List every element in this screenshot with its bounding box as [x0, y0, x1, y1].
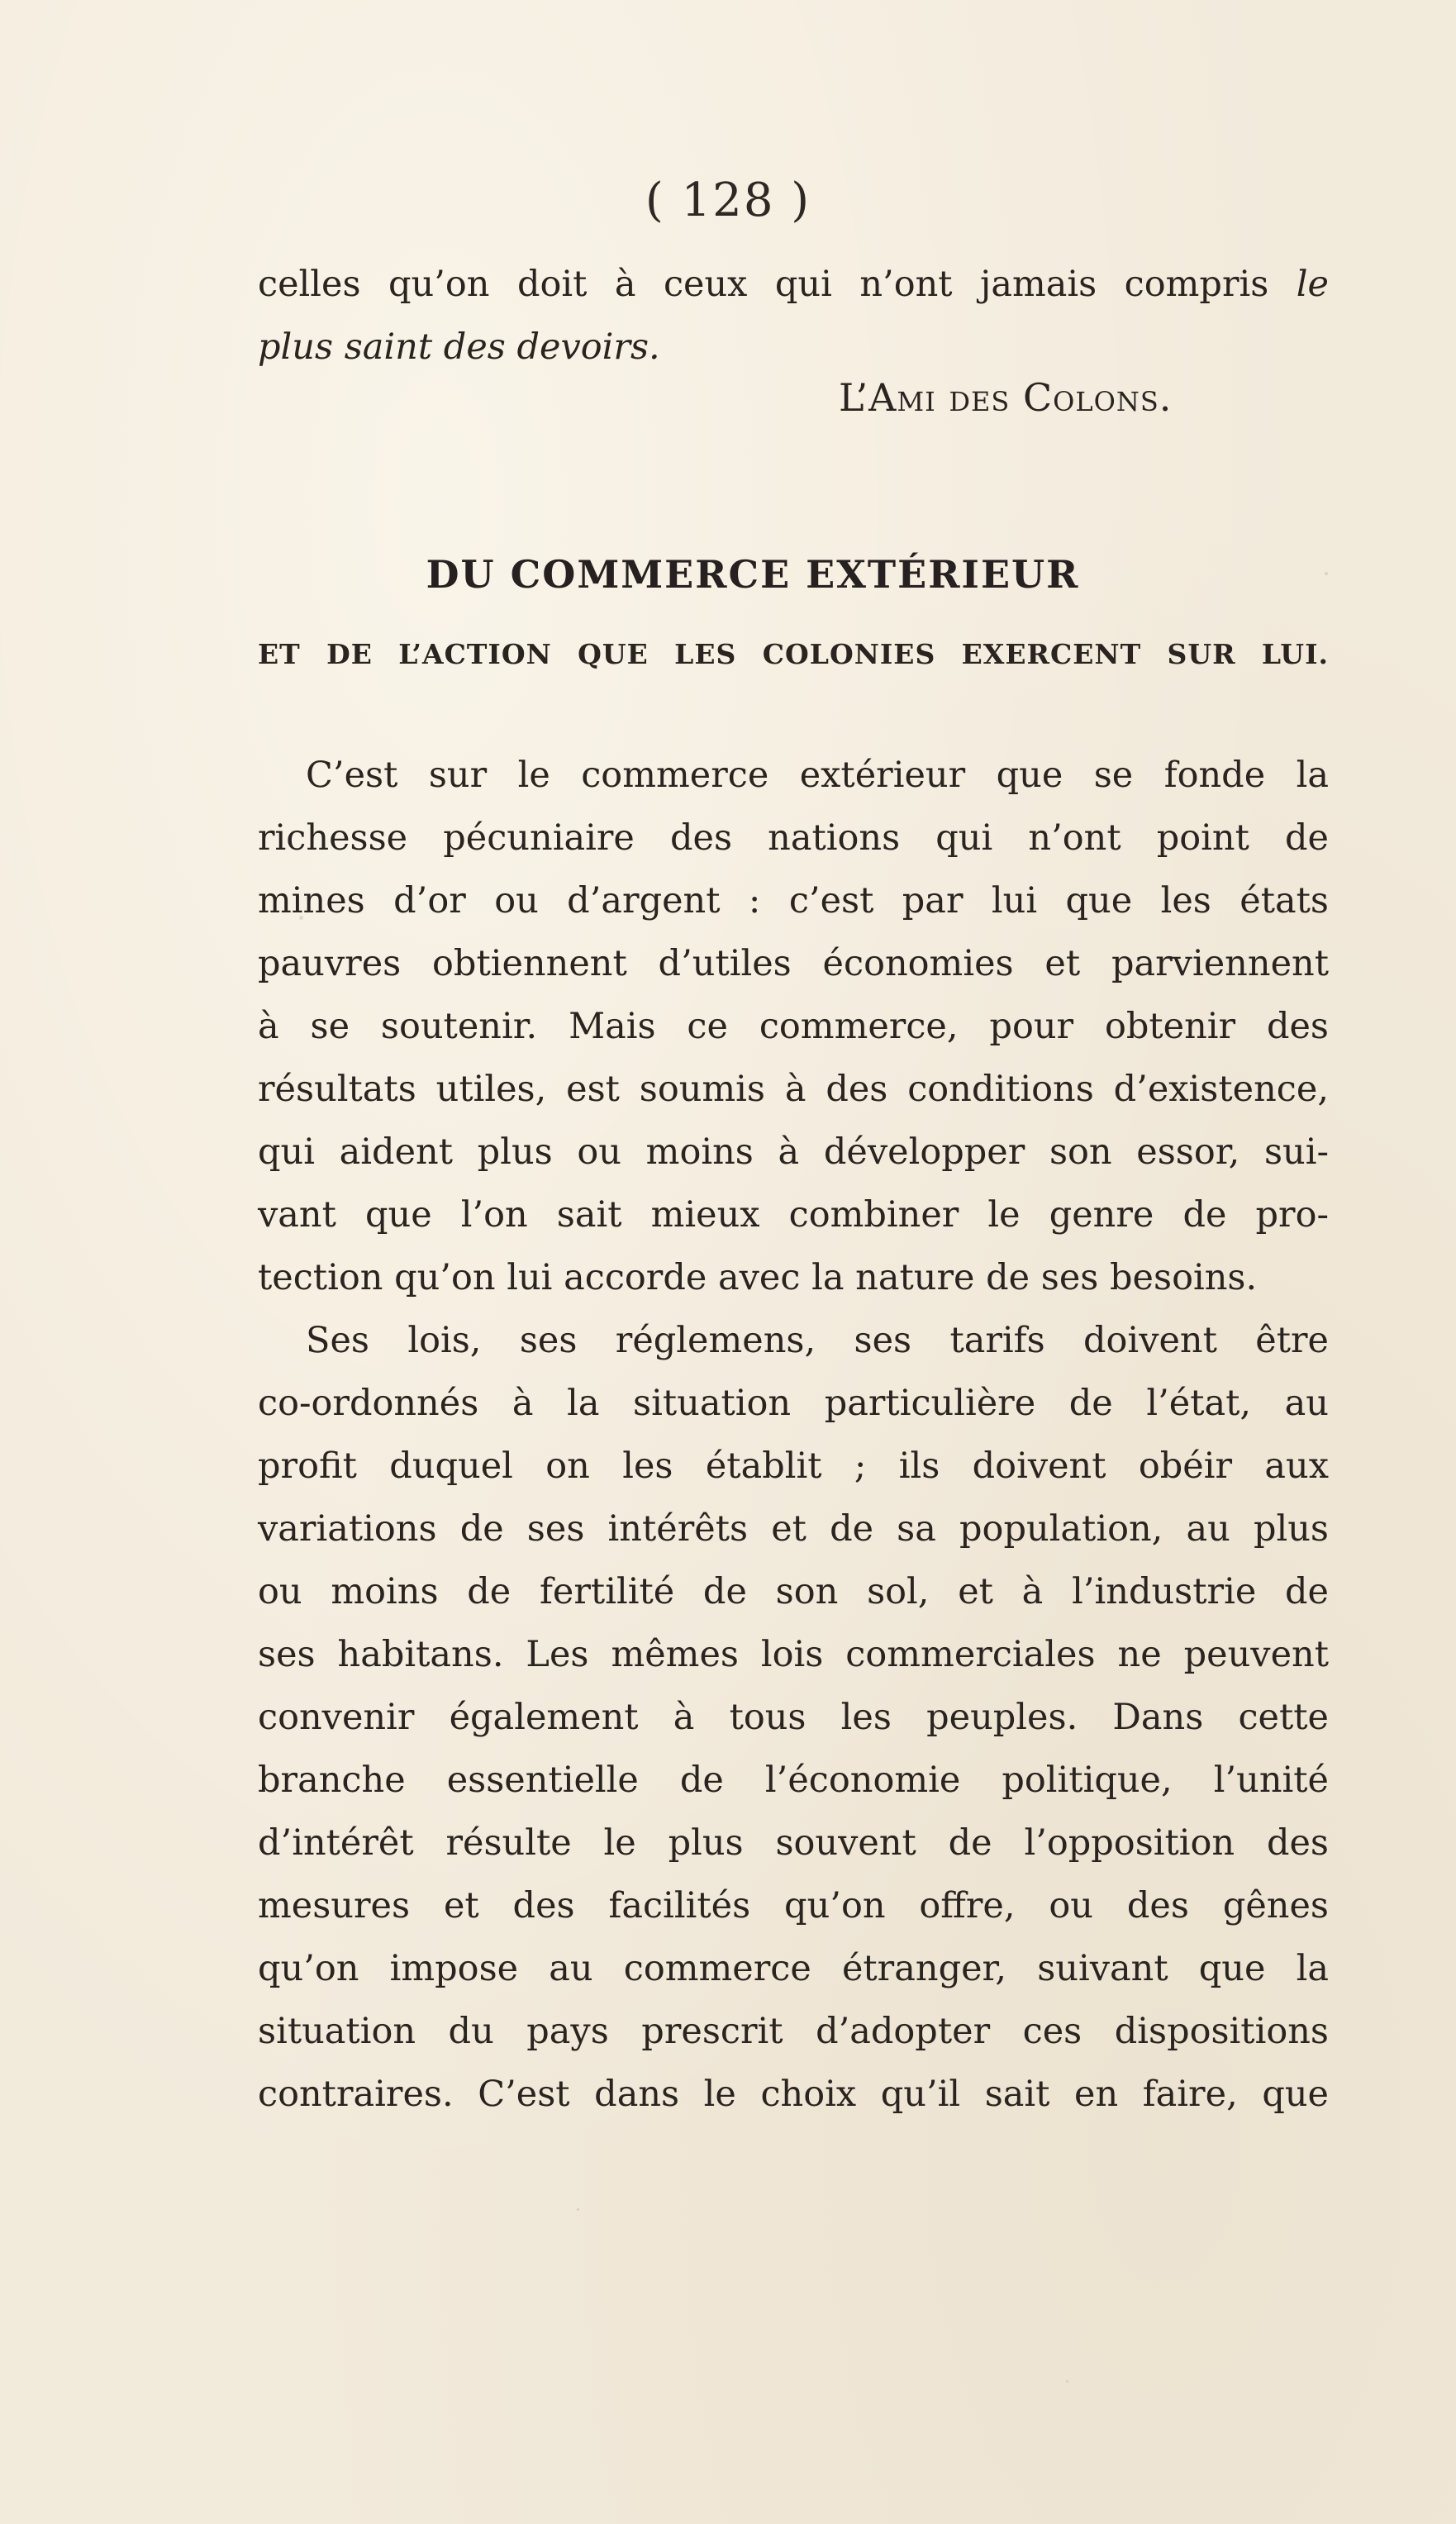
section-title: DU COMMERCE EXTÉRIEUR [426, 552, 1080, 597]
body-line: qui aident plus ou moins à développer son essor, sui- [258, 1131, 1329, 1173]
body-line: à se soutenir. Mais ce commerce, pour obtenir des [258, 1006, 1329, 1047]
body-line: vant que l’on sait mieux combiner le genre de pro- [258, 1194, 1329, 1236]
body-line: qu’on impose au commerce étranger, suivant que la [258, 1948, 1329, 1989]
body-line: mines d’or ou d’argent : c’est par lui que les états [258, 880, 1329, 921]
body-line: contraires. C’est dans le choix qu’il sait en faire, que [258, 2074, 1329, 2115]
body-line: profit duquel on les établit ; ils doivent obéir aux [258, 1445, 1329, 1487]
body-line: ou moins de fertilité de son sol, et à l’industrie de [258, 1571, 1329, 1612]
body-line: C’est sur le commerce extérieur que se fonde la [306, 755, 1329, 796]
body-line: tection qu’on lui accorde avec la nature de ses besoins. [258, 1257, 1258, 1298]
paper-speck [1066, 2380, 1068, 2383]
body-line: situation du pays prescrit d’adopter ces dispositions [258, 2011, 1329, 2052]
body-line: Ses lois, ses réglemens, ses tarifs doivent être [306, 1320, 1329, 1361]
intro-line-1-roman: celles qu’on doit à ceux qui n’ont jamais compris [258, 264, 1297, 305]
section-subtitle: ET DE L’ACTION QUE LES COLONIES EXERCENT SUR LUI. [258, 638, 1329, 670]
body-line: pauvres obtiennent d’utiles économies et parviennent [258, 943, 1329, 984]
paper-speck [299, 916, 303, 920]
body-text [258, 744, 1329, 2126]
body-line: mesures et des facilités qu’on offre, ou des gênes [258, 1885, 1329, 1926]
paper-speck [577, 2208, 579, 2211]
signature: L’Ami des Colons. [839, 375, 1173, 420]
intro-line-1 [258, 253, 1329, 316]
body-line: variations de ses intérêts et de sa population, au plus [258, 1508, 1329, 1550]
intro-line-2: plus saint des devoirs. [258, 326, 660, 368]
intro-line-1-italic: le [1296, 264, 1329, 305]
paper-speck [1325, 572, 1328, 575]
body-line: résultats utiles, est soumis à des conditions d’existence, [258, 1069, 1329, 1110]
body-line: convenir également à tous les peuples. Dans cette [258, 1697, 1329, 1738]
body-line: ses habitans. Les mêmes lois commerciales ne peuvent [258, 1634, 1329, 1675]
body-line: richesse pécuniaire des nations qui n’ont point de [258, 817, 1329, 859]
body-line: branche essentielle de l’économie politique, l’unité [258, 1760, 1329, 1801]
body-line: co-ordonnés à la situation particulière de l’état, au [258, 1383, 1329, 1424]
intro-text [258, 253, 1329, 379]
page-number: ( 128 ) [645, 174, 811, 227]
body-line: d’intérêt résulte le plus souvent de l’opposition des [258, 1822, 1329, 1864]
